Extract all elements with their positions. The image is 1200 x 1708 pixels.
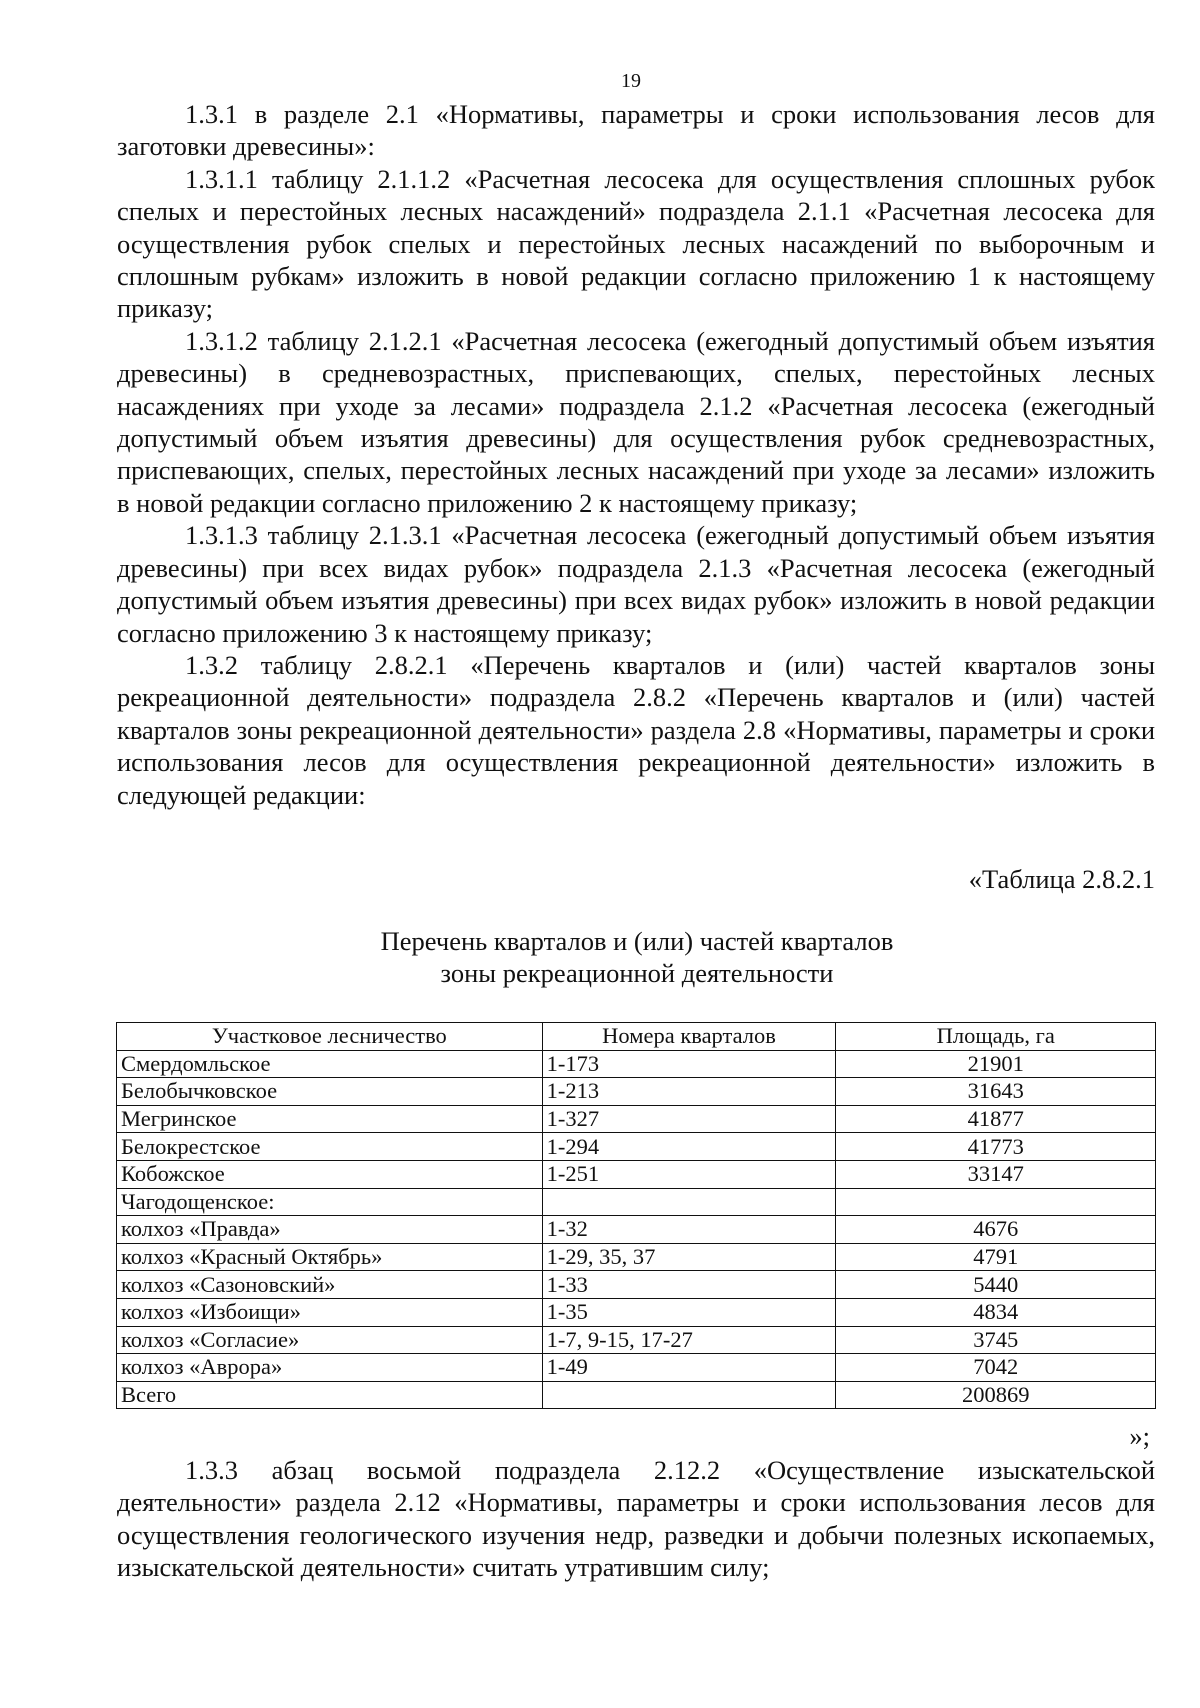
table-label: «Таблица 2.8.2.1: [968, 864, 1155, 894]
cell-forestry: Кобожское: [117, 1160, 543, 1188]
cell-area: 41773: [836, 1133, 1156, 1161]
header-area: Площадь, га: [836, 1023, 1156, 1051]
cell-area: 7042: [836, 1354, 1156, 1382]
closing-quote: »;: [1129, 1421, 1150, 1451]
paragraph-1-3-1-2: 1.3.1.2 таблицу 2.1.2.1 «Расчетная лесосека (ежегодный допустимый объем изъятия древесины) в средневозрастных, приспевающих, спелых, перестойных лесных насаждениях при уходе за лесами» подраздела 2.1.2 «Расчетная лесосека (ежегодный допустимый объем изъятия древесины) для осуществления рубок средневозрастных, приспевающих, спелых, перестойных лесных насаждений при уходе за лесами» изложить в новой редакции согласно приложению 2 к настоящему приказу;: [117, 325, 1155, 518]
table-total-row: [117, 1381, 1156, 1409]
paragraph-1-3-1: 1.3.1 в разделе 2.1 «Нормативы, параметры и сроки использования лесов для заготовки древесины»:: [117, 99, 1155, 162]
cell-forestry: Белобычковское: [117, 1078, 543, 1106]
cell-forestry: Смердомльское: [117, 1050, 543, 1078]
cell-forestry: колхоз «Согласие»: [117, 1326, 543, 1354]
table-row: [117, 1105, 1156, 1133]
table-row: [117, 1078, 1156, 1106]
cell-area: 33147: [836, 1160, 1156, 1188]
paragraph-1-3-3: 1.3.3 абзац восьмой подраздела 2.12.2 «Осуществление изыскательской деятельности» раздела 2.12 «Нормативы, параметры и сроки использования лесов для осуществления геологического изучения недр, разведки и добычи полезных ископаемых, изыскательской деятельности» считать утратившим силу;: [117, 1455, 1155, 1583]
recreation-quarters-table: [116, 1022, 1156, 1409]
table-row: [117, 1271, 1156, 1299]
cell-forestry: колхоз «Сазоновский»: [117, 1271, 543, 1299]
cell-forestry: Чагодощенское:: [117, 1188, 543, 1216]
cell-forestry: Белокрестское: [117, 1133, 543, 1161]
table-row: [117, 1243, 1156, 1271]
cell-area: 4834: [836, 1298, 1156, 1326]
cell-area: 200869: [836, 1381, 1156, 1409]
paragraph-1-3-1-1: 1.3.1.1 таблицу 2.1.1.2 «Расчетная лесосека для осуществления сплошных рубок спелых и перестойных лесных насаждений» подраздела 2.1.1 «Расчетная лесосека для осуществления рубок спелых и перестойных лесных насаждений по выборочным и сплошным рубкам» изложить в новой редакции согласно приложению 1 к настоящему приказу;: [117, 163, 1155, 324]
table-row: [117, 1050, 1156, 1078]
cell-area: 4676: [836, 1216, 1156, 1244]
paragraph-1-3-1-3: 1.3.1.3 таблицу 2.1.3.1 «Расчетная лесосека (ежегодный допустимый объем изъятия древесины) при всех видах рубок» подраздела 2.1.3 «Расчетная лесосека (ежегодный допустимый объем изъятия древесины) при всех видах рубок» изложить в новой редакции согласно приложению 3 к настоящему приказу;: [117, 520, 1155, 648]
table-row: [117, 1298, 1156, 1326]
cell-quarters: 1-7, 9-15, 17-27: [542, 1326, 836, 1354]
table-row: [117, 1188, 1156, 1216]
cell-quarters: 1-29, 35, 37: [542, 1243, 836, 1271]
cell-area: 5440: [836, 1271, 1156, 1299]
table-row: [117, 1160, 1156, 1188]
cell-quarters: [542, 1381, 836, 1409]
cell-area: 3745: [836, 1326, 1156, 1354]
table-row: [117, 1216, 1156, 1244]
cell-area: 31643: [836, 1078, 1156, 1106]
cell-forestry: Всего: [117, 1381, 543, 1409]
page-number: 19: [621, 70, 641, 92]
cell-quarters: 1-49: [542, 1354, 836, 1382]
cell-forestry: Мегринское: [117, 1105, 543, 1133]
body-text: [117, 98, 1155, 811]
cell-forestry: колхоз «Аврора»: [117, 1354, 543, 1382]
table-title-line-2: зоны рекреационной деятельности: [440, 958, 834, 989]
table-header-row: [117, 1023, 1156, 1051]
cell-forestry: колхоз «Красный Октябрь»: [117, 1243, 543, 1271]
cell-forestry: колхоз «Избоищи»: [117, 1298, 543, 1326]
cell-area: 41877: [836, 1105, 1156, 1133]
table-row: [117, 1133, 1156, 1161]
cell-quarters: [542, 1188, 836, 1216]
cell-area: 4791: [836, 1243, 1156, 1271]
cell-quarters: 1-173: [542, 1050, 836, 1078]
cell-quarters: 1-294: [542, 1133, 836, 1161]
cell-area: [836, 1188, 1156, 1216]
cell-area: 21901: [836, 1050, 1156, 1078]
cell-forestry: колхоз «Правда»: [117, 1216, 543, 1244]
table-title-line-1: Перечень кварталов и (или) частей кварталов: [380, 926, 894, 956]
cell-quarters: 1-327: [542, 1105, 836, 1133]
cell-quarters: 1-33: [542, 1271, 836, 1299]
cell-quarters: 1-251: [542, 1160, 836, 1188]
cell-quarters: 1-32: [542, 1216, 836, 1244]
table-row: [117, 1326, 1156, 1354]
header-forestry: Участковое лесничество: [117, 1023, 543, 1051]
header-quarters: Номера кварталов: [542, 1023, 836, 1051]
cell-quarters: 1-213: [542, 1078, 836, 1106]
table-title: [237, 925, 1037, 990]
final-text: [117, 1454, 1155, 1584]
cell-quarters: 1-35: [542, 1298, 836, 1326]
table-row: [117, 1354, 1156, 1382]
paragraph-1-3-2: 1.3.2 таблицу 2.8.2.1 «Перечень кварталов и (или) частей кварталов зоны рекреационной деятельности» подраздела 2.8.2 «Перечень кварталов и (или) частей кварталов зоны рекреационной деятельности» раздела 2.8 «Нормативы, параметры и сроки использования лесов для осуществления рекреационной деятельности» изложить в следующей редакции:: [117, 649, 1155, 810]
